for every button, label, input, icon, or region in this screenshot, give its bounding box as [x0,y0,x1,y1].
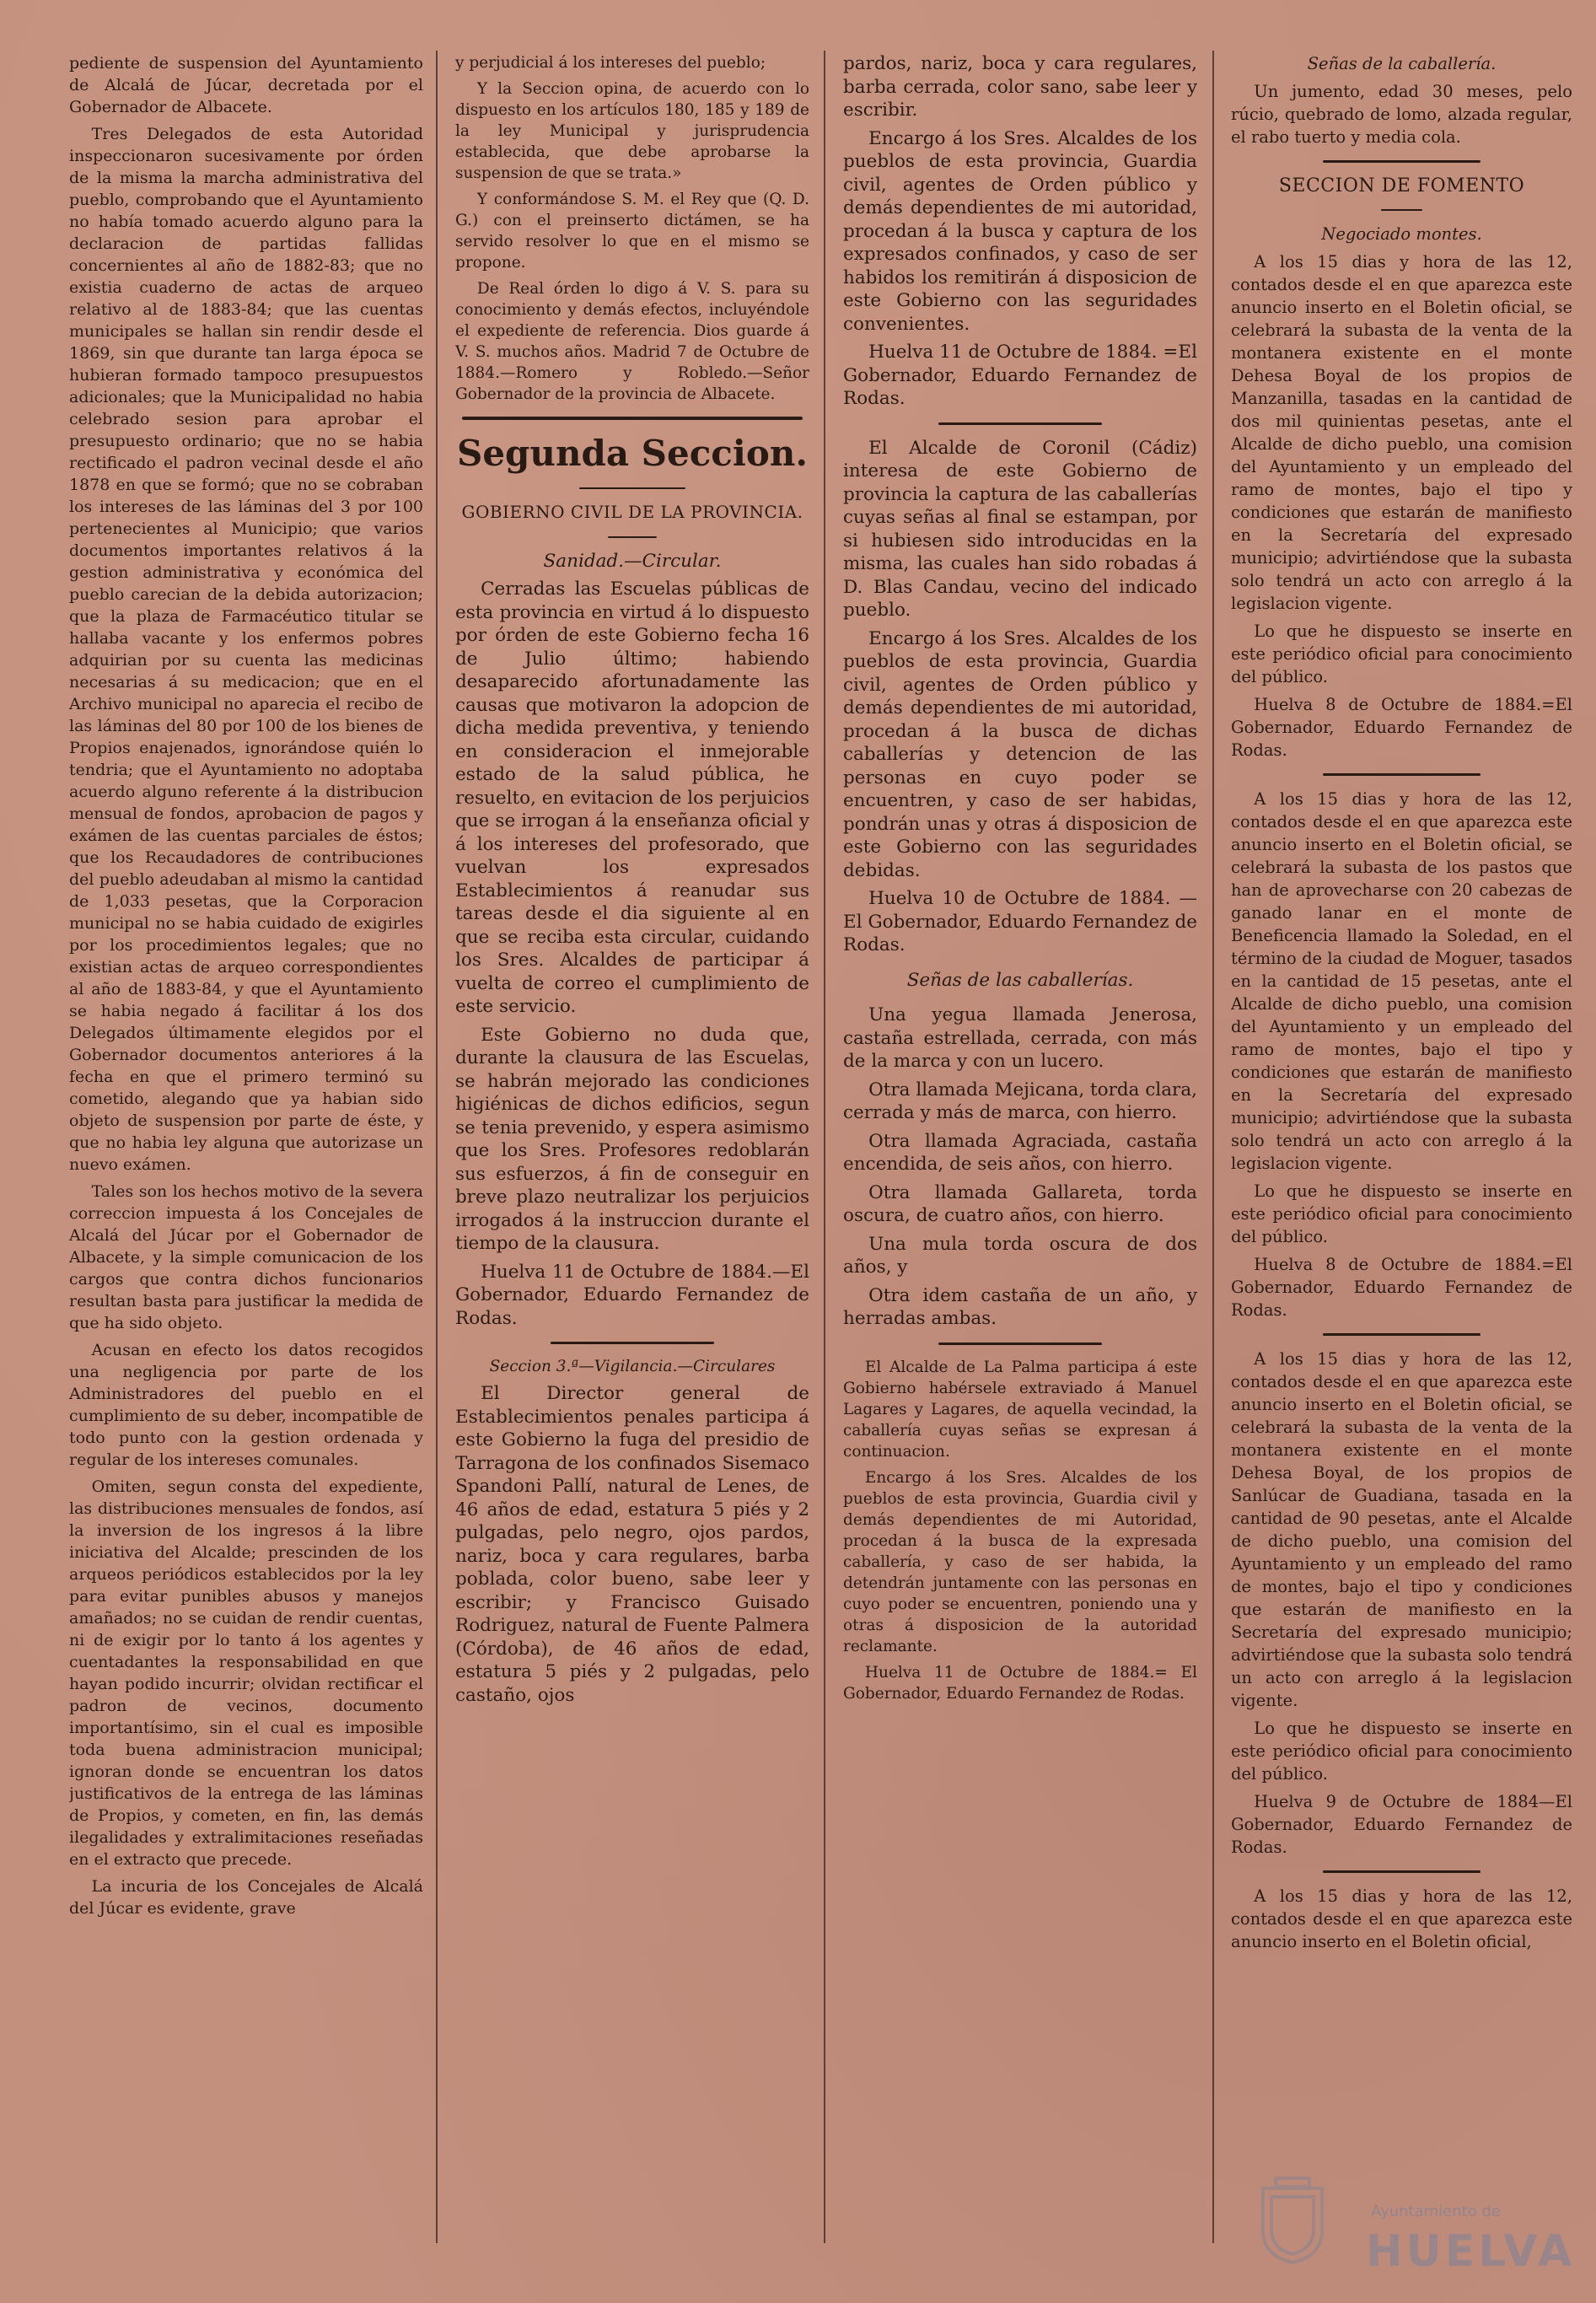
paragraph: pardos, nariz, boca y cara regulares, barba cerrada, color sano, sabe leer y escribir. [843,53,1197,121]
paragraph: Una yegua llamada Jenerosa, castaña estrellada, cerrada, con más de la marca y con un lucero. [843,1004,1197,1072]
paragraph: Lo que he dispuesto se inserte en este periódico oficial para conocimiento del público. [1231,1719,1572,1784]
paragraph: Un jumento, edad 30 meses, pelo rúcio, quebrado de lomo, alzada regular, el rabo tuerto y media cola. [1231,82,1572,147]
separator-rule [462,417,802,420]
paragraph: A los 15 dias y hora de las 12, contados desde el en que aparezca este anuncio inserto en el Boletin oficial, se celebrará la subasta de la venta de la montanera existente en el monte Dehesa Boyal, de los propios de Sanlúcar de Guadiana, tasada en la cantidad de 90 pesetas, ante el Alcalde de dicho pueblo, una comision del Ayuntamiento y un empleado del ramo de montes, bajo el tipo y condiciones que estarán de manifiesto en la Secretaría del expresado municipio; advirtiéndose que la subasta solo tendrá un acto con arreglo á la legislacion vigente. [1231,1349,1572,1710]
column-3 [843,52,1197,2279]
subsection-heading: Negociado montes. [1321,224,1482,244]
paragraph: Tres Delegados de esta Autoridad inspeccionaron sucesivamente por órden de la misma la marcha administrativa del pueblo, comprobando que el Ayuntamiento no había tomado acuerdo alguno para la declaracion de partidas fallidas concernientes al año de 1882-83; que no existia cuaderno de actas de arqueo relativo al de 1883-84; que las cuentas municipales se hallan sin rendir desde el 1869, sin que durante tan larga época se hubieran formado tampoco presupuestos adicionales; que la Municipalidad no habia celebrado sesion para aprobar el presupuesto ordinario; que no se habia rectificado el padron vecinal desde el año 1878 en que se formó; que no se cobraban los intereses de las láminas del 3 por 100 pertenecientes al Municipio; que varios documentos importantes relativos á la gestion administrativa y económica del pueblo carecian de la debida autorizacion; que la plaza de Farmacéutico titular se hallaba vacante y los enfermos pobres adquirian por su cuenta las medicinas necesarias á su medicacion; que en el Archivo municipal no aparecia el recibo de las láminas del 80 por 100 de los bienes de Propios enajenados, ignorándose quién lo tendria; que el Ayuntamiento no adoptaba acuerdo alguno referente á la distribucion mensual de fondos, aprobacion de pagos y exámen de las cuentas parciales de éstos; que los Recaudadores de contribuciones del pueblo adeudaban al mismo la cantidad de 1,033 pesetas, que la Corporacion municipal no se habia cuidado de exigirles por los procedimientos legales; que no existian actas de arqueo correspondientes al año de 1883-84, y que el Ayuntamiento se habia negado á facilitar á los dos Delegados últimamente elegidos por el Gobernador documentos anteriores á la fecha en que el primero terminó su cometido, alegando que ya habian sido objeto de suspension por parte de éste, y que no habia ley alguna que autorizase un nuevo exámen. [69,125,423,1174]
separator-rule [938,1343,1101,1345]
column-1 [69,52,423,2279]
column-divider [1212,51,1214,2243]
separator-rule [1323,773,1480,776]
paragraph: El Director general de Establecimientos penales participa á este Gobierno la fuga del presidio de Tarragona de los confinados Sisemaco Spandoni Pallí, natural de Lenes, de 46 años de edad, estatura 5 piés y 2 pulgadas, pelo negro, ojos pardos, nariz, boca y cara regulares, barba poblada, color bueno, sabe leer y escribir; y Francisco Guisado Rodriguez, natural de Fuente Palmera (Córdoba), de 46 años de edad, estatura 5 piés y 2 pulgadas, pelo castaño, ojos [455,1383,809,1706]
paragraph: A los 15 dias y hora de las 12, contados desde el en que aparezca este anuncio inserto en el Boletin oficial, [1231,1886,1572,1951]
paragraph: De Real órden lo digo á V. S. para su conocimiento y demás efectos, incluyéndole el expediente de referencia. Dios guarde á V. S. muchos años. Madrid 7 de Octubre de 1884.—Romero y Robledo.—Señor Gobernador de la provincia de Albacete. [455,280,809,403]
paragraph: El Alcalde de Coronil (Cádiz) interesa de este Gobierno de provincia la captura de las caballerías cuyas señas al final se estampan, por si hubiesen sido introducidas en la misma, las cuales han sido robadas á D. Blas Candau, vecino del indicado pueblo. [843,437,1197,621]
paragraph: A los 15 dias y hora de las 12, contados desde el en que aparezca este anuncio inserto en el Boletin oficial, se celebrará la subasta de los pastos que han de aprovecharse con 20 cabezas de ganado lanar en el monte de Beneficencia llamado la Soledad, en el término de la ciudad de Moguer, tasados en la cantidad de 15 pesetas, ante el Alcalde de dicho pueblo, una comision del Ayuntamiento y un empleado del ramo de montes, bajo el tipo y condiciones que estarán de manifiesto en la Secretaría del expresado municipio; advirtiéndose que la subasta solo tendrá un acto con arreglo á la legislacion vigente. [1231,789,1572,1173]
section-heading: GOBIERNO CIVIL DE LA PROVINCIA. [461,502,803,522]
paragraph: Lo que he dispuesto se inserte en este periódico oficial para conocimiento del público. [1231,1181,1572,1246]
separator-rule [579,487,685,489]
paragraph: Omiten, segun consta del expediente, las distribuciones mensuales de fondos, así la inversion de los ingresos á la libre iniciativa del Alcalde; prescinden de los arqueos periódicos establecidos por la ley para evitar punibles abusos y manejos amañados; no se cuidan de rendir cuentas, ni de exigir por lo tanto á los agentes y cuentadantes la responsabilidad en que hayan podido incurrir; olvidan rectificar el padron de vecinos, documento importantísimo, sin el cual es imposible toda buena administracion municipal; ignoran donde se encuentran los datos justificativos de la entrega de las láminas de Propios, y cometen, en fin, las demás ilegalidades y extralimitaciones reseñadas en el extracto que precede. [69,1477,423,1869]
signature: Huelva 10 de Octubre de 1884. —El Gobernador, Eduardo Fernandez de Rodas. [843,888,1197,955]
paragraph: Otra llamada Mejicana, torda clara, cerrada y más de marca, con hierro. [843,1079,1197,1123]
signature: Huelva 8 de Octubre de 1884.=El Gobernador, Eduardo Fernandez de Rodas. [1231,695,1572,760]
paragraph: pediente de suspension del Ayuntamiento de Alcalá de Júcar, decretada por el Gobernador de Albacete. [69,54,423,116]
paragraph: y perjudicial á los intereses del pueblo; [455,54,766,72]
subsection-heading: Sanidad.—Circular. [543,550,722,572]
column-4 [1231,52,1572,2279]
paragraph: Tales son los hechos motivo de la severa correccion impuesta á los Concejales de Alcalá del Júcar por el Gobernador de Albacete, y la simple comunicacion de los cargos que contra dichos funcionarios resultan basta para justificar la medida de que ha sido objeto. [69,1182,423,1332]
signature: Huelva 11 de Octubre de 1884.—El Gobernador, Eduardo Fernandez de Rodas. [455,1261,809,1329]
separator-rule [608,536,658,538]
signature: Huelva 11 de Octubre de 1884.= El Gobernador, Eduardo Fernandez de Rodas. [843,1663,1197,1703]
paragraph: El Alcalde de La Palma participa á este Gobierno habérsele extraviado á Manuel Lagares y Lagares, de aquella vecindad, la caballería cuyas señas se expresan á continuacion. [843,1358,1197,1461]
signature: Huelva 9 de Octubre de 1884—El Gobernador, Eduardo Fernandez de Rodas. [1231,1792,1572,1857]
paragraph: Y conformándose S. M. el Rey que (Q. D. G.) con el preinserto dictámen, se ha servido resolver lo que en el mismo se propone. [455,191,809,272]
column-divider [436,51,438,2243]
stamp-name: HUELVA [1366,2226,1576,2277]
signature: Huelva 8 de Octubre de 1884.=El Gobernador, Eduardo Fernandez de Rodas. [1231,1255,1572,1320]
paragraph: Encargo á los Sres. Alcaldes de los pueblos de esta provincia, Guardia civil, agentes de Orden público y demás dependientes de mi autoridad, procedan á la busca y captura de los expresados confinados, y caso de ser habidos los remitirán á disposicion de este Gobierno con las seguridades convenientes. [843,127,1197,335]
stamp-caption: Ayuntamiento de [1371,2203,1501,2220]
paragraph: A los 15 dias y hora de las 12, contados desde el en que aparezca este anuncio inserto en el Boletin oficial, se celebrará la subasta de la venta de la montanera existente en el monte Dehesa Boyal de los propios de Manzanilla, tasadas en la cantidad de dos mil quinientas pesetas, ante el Alcalde de dicho pueblo, una comision del Ayuntamiento y un empleado del ramo de montes, bajo el tipo y condiciones que estarán de manifiesto en la Secretaría del expresado municipio; advirtiéndose que la subasta solo tendrá un acto con arreglo á la legislacion vigente. [1231,252,1572,613]
separator-rule [938,422,1101,425]
paragraph: Este Gobierno no duda que, durante la clausura de las Escuelas, se habrán mejorado las condiciones higiénicas de dichos edificios, segun se tenia prevenido, y espera asimismo que los Sres. Profesores redoblarán sus esfuerzos, á fin de conseguir en breve plazo neutralizar los perjuicios irrogados á la instruccion durante el tiempo de la clausura. [455,1024,809,1254]
separator-rule [1323,1870,1480,1873]
separator-rule [1323,1333,1480,1336]
paragraph: Encargo á los Sres. Alcaldes de los pueblos de esta provincia, Guardia civil y demás dependientes de mi Autoridad, procedan á la busca de la expresada caballería, y caso de ser habida, la detendrán juntamente con las personas en cuyo poder se encuentren, poniendo una y otras á disposicion de la autoridad reclamante. [843,1468,1197,1655]
section-heading: SECCION DE FOMENTO [1278,175,1525,196]
paragraph: Otra llamada Agraciada, castaña encendida, de seis años, con hierro. [843,1130,1197,1175]
column-divider [824,51,825,2243]
paragraph: Otra llamada Gallareta, torda oscura, de cuatro años, con hierro. [843,1181,1197,1226]
paragraph: La incuria de los Concejales de Alcalá del Júcar es evidente, grave [69,1877,423,1918]
separator-rule [551,1342,713,1344]
paragraph: Otra idem castaña de un año, y herradas ambas. [843,1284,1197,1329]
subsection-heading: Señas de la caballería. [1307,54,1497,73]
subsection-heading: Seccion 3.ª—Vigilancia.—Circulares [489,1358,776,1375]
signature: Huelva 11 de Octubre de 1884. =El Gobernador, Eduardo Fernandez de Rodas. [843,342,1197,409]
subsection-heading: Señas de las caballerías. [906,969,1134,991]
paragraph: Una mula torda oscura de dos años, y [843,1233,1197,1278]
paragraph: Cerradas las Escuelas públicas de esta provincia en virtud á lo dispuesto por órden de este Gobierno fecha 16 de Julio último; habiendo desaparecido afortunadamente las causas que motivaron la adopcion de dicha medida preventiva, y teniendo en consideracion el inmejorable estado de la salud pública, he resuelto, en evitacion de los perjuicios que se irrogan á la enseñanza oficial y á los intereses del profesorado, que vuelvan los expresados Establecimientos á reanudar sus tareas desde el dia siguiente al en que se reciba esta circular, cuidando los Sres. Alcaldes de participar á vuelta de correo el cumplimiento de este servicio. [455,578,809,1017]
separator-rule [1323,160,1480,163]
section-title: Segunda Seccion. [456,433,809,474]
paragraph: Y la Seccion opina, de acuerdo con lo dispuesto en los artículos 180, 185 y 189 de la ley Municipal y jurisprudencia establecida, que debe aprobarse la suspension de que se trata.» [455,80,809,182]
paragraph: Acusan en efecto los datos recogidos una negligencia por parte de los Administradores del pueblo en el cumplimiento de su deber, incompatible de todo punto con la gestion ordenada y regular de los intereses comunales. [69,1341,423,1469]
separator-rule [1381,209,1422,211]
paragraph: Lo que he dispuesto se inserte en este periódico oficial para conocimiento del público. [1231,621,1572,686]
paragraph: Encargo á los Sres. Alcaldes de los pueblos de esta provincia, Guardia civil, agentes de Orden público y demás dependientes de mi autoridad, procedan á la busca de dichas caballerías y detencion de las personas en cuyo poder se encuentren, y caso de ser habidas, pondrán unas y otras á disposicion de este Gobierno con las seguridades debidas. [843,627,1197,881]
column-2 [455,52,809,2279]
